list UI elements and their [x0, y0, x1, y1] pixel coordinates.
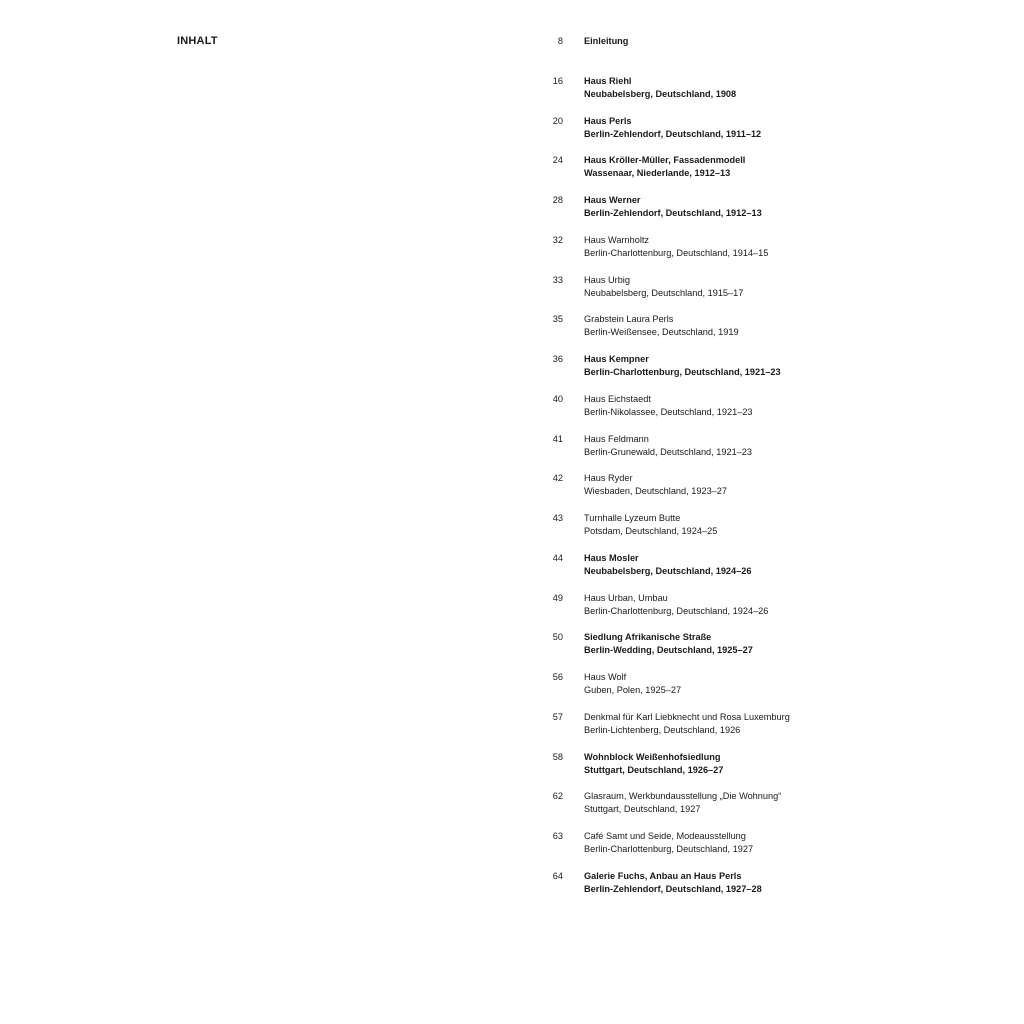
- toc-entry: [540, 592, 840, 632]
- toc-entry-title: Haus Urban, Umbau: [584, 592, 668, 603]
- toc-entry: [540, 870, 840, 910]
- toc-entry-title: Haus Riehl: [584, 75, 632, 86]
- toc-entry-title: Café Samt und Seide, Modeausstellung: [584, 831, 746, 841]
- toc-entry-text: [584, 274, 743, 300]
- toc-entry-subtitle: Berlin-Grunewald, Deutschland, 1921–23: [584, 446, 753, 457]
- toc-entry-text: [584, 631, 753, 657]
- toc-entry: [540, 35, 840, 75]
- toc-entry-title: Grabstein Laura Perls: [584, 314, 674, 325]
- toc-entry: [540, 433, 840, 473]
- toc-entry: [540, 115, 840, 155]
- toc-entry: [540, 75, 840, 115]
- toc-page-number: 28: [552, 195, 563, 205]
- toc-entry-subtitle: Berlin-Zehlendorf, Deutschland, 1927–28: [584, 883, 762, 894]
- toc-page-number: 43: [552, 513, 563, 523]
- toc-entry-title: Haus Kempner: [584, 354, 649, 364]
- toc-entry-text: [584, 353, 781, 379]
- toc-entry: [540, 472, 840, 512]
- toc-entry-title: Haus Eichstaedt: [584, 393, 651, 404]
- toc-entry: [540, 154, 840, 194]
- toc-entry-text: [584, 234, 768, 260]
- toc-entry-text: [584, 313, 739, 339]
- toc-entry-subtitle: Berlin-Charlottenburg, Deutschland, 1927: [584, 844, 754, 854]
- toc-entry-subtitle: Berlin-Zehlendorf, Deutschland, 1911–12: [584, 128, 762, 139]
- toc-entry: [540, 313, 840, 353]
- toc-entry-text: [584, 870, 762, 896]
- toc-entry-subtitle: Berlin-Lichtenberg, Deutschland, 1926: [584, 724, 741, 735]
- toc-entry-text: [584, 711, 790, 737]
- toc-entry-subtitle: Neubabelsberg, Deutschland, 1908: [584, 88, 737, 99]
- toc-entry-title: Haus Wolf: [584, 672, 627, 682]
- toc-page-number: 56: [552, 672, 563, 682]
- toc-entry-subtitle: Wassenaar, Niederlande, 1912–13: [584, 168, 731, 179]
- toc-entry-text: [584, 393, 753, 419]
- toc-entry-title: Haus Mosler: [584, 552, 639, 563]
- toc-entry: [540, 751, 840, 791]
- toc-entry-text: [584, 751, 723, 777]
- toc-entry-subtitle: Potsdam, Deutschland, 1924–25: [584, 526, 718, 536]
- toc-page-number: 42: [552, 473, 563, 484]
- toc-entry-subtitle: Berlin-Charlottenburg, Deutschland, 1924–26: [584, 605, 769, 616]
- toc-entry-title: Einleitung: [584, 36, 629, 46]
- toc-entry: [540, 552, 840, 592]
- toc-entry-title: Denkmal für Karl Liebknecht und Rosa Luxemburg: [584, 711, 790, 722]
- toc-entry: [540, 194, 840, 234]
- toc-entry: [540, 671, 840, 711]
- toc-page-number: 49: [552, 592, 563, 603]
- toc-page-number: 8: [557, 36, 563, 46]
- toc-entry-subtitle: Stuttgart, Deutschland, 1926–27: [584, 764, 724, 775]
- toc-entry: [540, 353, 840, 393]
- toc-entry: [540, 393, 840, 433]
- toc-page-number: 16: [552, 75, 563, 86]
- toc-entry-subtitle: Berlin-Weißensee, Deutschland, 1919: [584, 327, 739, 338]
- toc-entry-text: [584, 671, 681, 697]
- toc-entry-title: Haus Feldmann: [584, 433, 649, 444]
- toc-entry-title: Glasraum, Werkbundausstellung „Die Wohnung“: [584, 791, 782, 802]
- toc-entry-title: Siedlung Afrikanische Straße: [584, 632, 712, 643]
- toc-page-number: 24: [552, 155, 563, 166]
- toc-page-number: 44: [552, 552, 563, 563]
- toc-entry-title: Galerie Fuchs, Anbau an Haus Perls: [584, 870, 742, 881]
- toc-page-number: 41: [552, 433, 563, 444]
- toc-entry-subtitle: Guben, Polen, 1925–27: [584, 685, 682, 695]
- toc-entry-text: [584, 512, 717, 538]
- toc-page-number: 32: [552, 234, 563, 245]
- toc-page-number: 62: [552, 791, 563, 802]
- toc-entry: [540, 711, 840, 751]
- toc-entry-text: [584, 194, 762, 220]
- toc-entry-subtitle: Wiesbaden, Deutschland, 1923–27: [584, 486, 728, 497]
- page-title: INHALT: [177, 35, 218, 47]
- toc-page-number: 40: [552, 393, 563, 404]
- toc-entry: [540, 790, 840, 830]
- toc-entry-title: Haus Ryder: [584, 473, 633, 484]
- toc-entry-subtitle: Neubabelsberg, Deutschland, 1915–17: [584, 287, 744, 298]
- toc-entry-subtitle: Berlin-Charlottenburg, Deutschland, 1914–15: [584, 247, 769, 258]
- table-of-contents: [540, 35, 840, 910]
- toc-entry: [540, 512, 840, 552]
- toc-page-number: 33: [552, 274, 563, 285]
- toc-page-number: 36: [552, 354, 563, 364]
- toc-entry: [540, 274, 840, 314]
- toc-entry-subtitle: Berlin-Zehlendorf, Deutschland, 1912–13: [584, 208, 762, 218]
- toc-entry-title: Haus Urbig: [584, 274, 630, 285]
- toc-entry-text: [584, 830, 753, 856]
- toc-entry-text: [584, 75, 736, 101]
- toc-entry-subtitle: Berlin-Charlottenburg, Deutschland, 1921–23: [584, 367, 781, 377]
- toc-entry-text: [584, 552, 751, 578]
- toc-page-number: 50: [552, 632, 563, 643]
- toc-entry: [540, 631, 840, 671]
- toc-entry-subtitle: Berlin-Nikolassee, Deutschland, 1921–23: [584, 406, 753, 417]
- toc-entry-text: [584, 592, 768, 618]
- toc-entry-text: [584, 472, 727, 498]
- toc-entry-title: Haus Werner: [584, 195, 641, 205]
- toc-entry-title: Turnhalle Lyzeum Butte: [584, 513, 681, 523]
- toc-page-number: 57: [552, 711, 563, 722]
- toc-entry-text: [584, 35, 628, 48]
- toc-page-number: 64: [552, 870, 563, 881]
- toc-entry-text: [584, 790, 781, 816]
- toc-entry: [540, 830, 840, 870]
- toc-entry-title: Haus Kröller-Müller, Fassadenmodell: [584, 155, 746, 166]
- toc-entry-subtitle: Berlin-Wedding, Deutschland, 1925–27: [584, 645, 753, 656]
- toc-entry-text: [584, 433, 752, 459]
- toc-page-number: 63: [552, 831, 563, 841]
- toc-entry: [540, 234, 840, 274]
- toc-entry-subtitle: Stuttgart, Deutschland, 1927: [584, 804, 701, 815]
- toc-entry-text: [584, 115, 761, 141]
- toc-entry-title: Haus Warnholtz: [584, 234, 650, 245]
- toc-page-number: 35: [552, 314, 563, 325]
- toc-entry-title: Haus Perls: [584, 115, 632, 126]
- toc-page-number: 58: [552, 751, 563, 762]
- toc-page-number: 20: [552, 115, 563, 126]
- toc-entry-title: Wohnblock Weißenhofsiedlung: [584, 751, 721, 762]
- toc-entry-text: [584, 154, 745, 180]
- toc-entry-subtitle: Neubabelsberg, Deutschland, 1924–26: [584, 565, 752, 576]
